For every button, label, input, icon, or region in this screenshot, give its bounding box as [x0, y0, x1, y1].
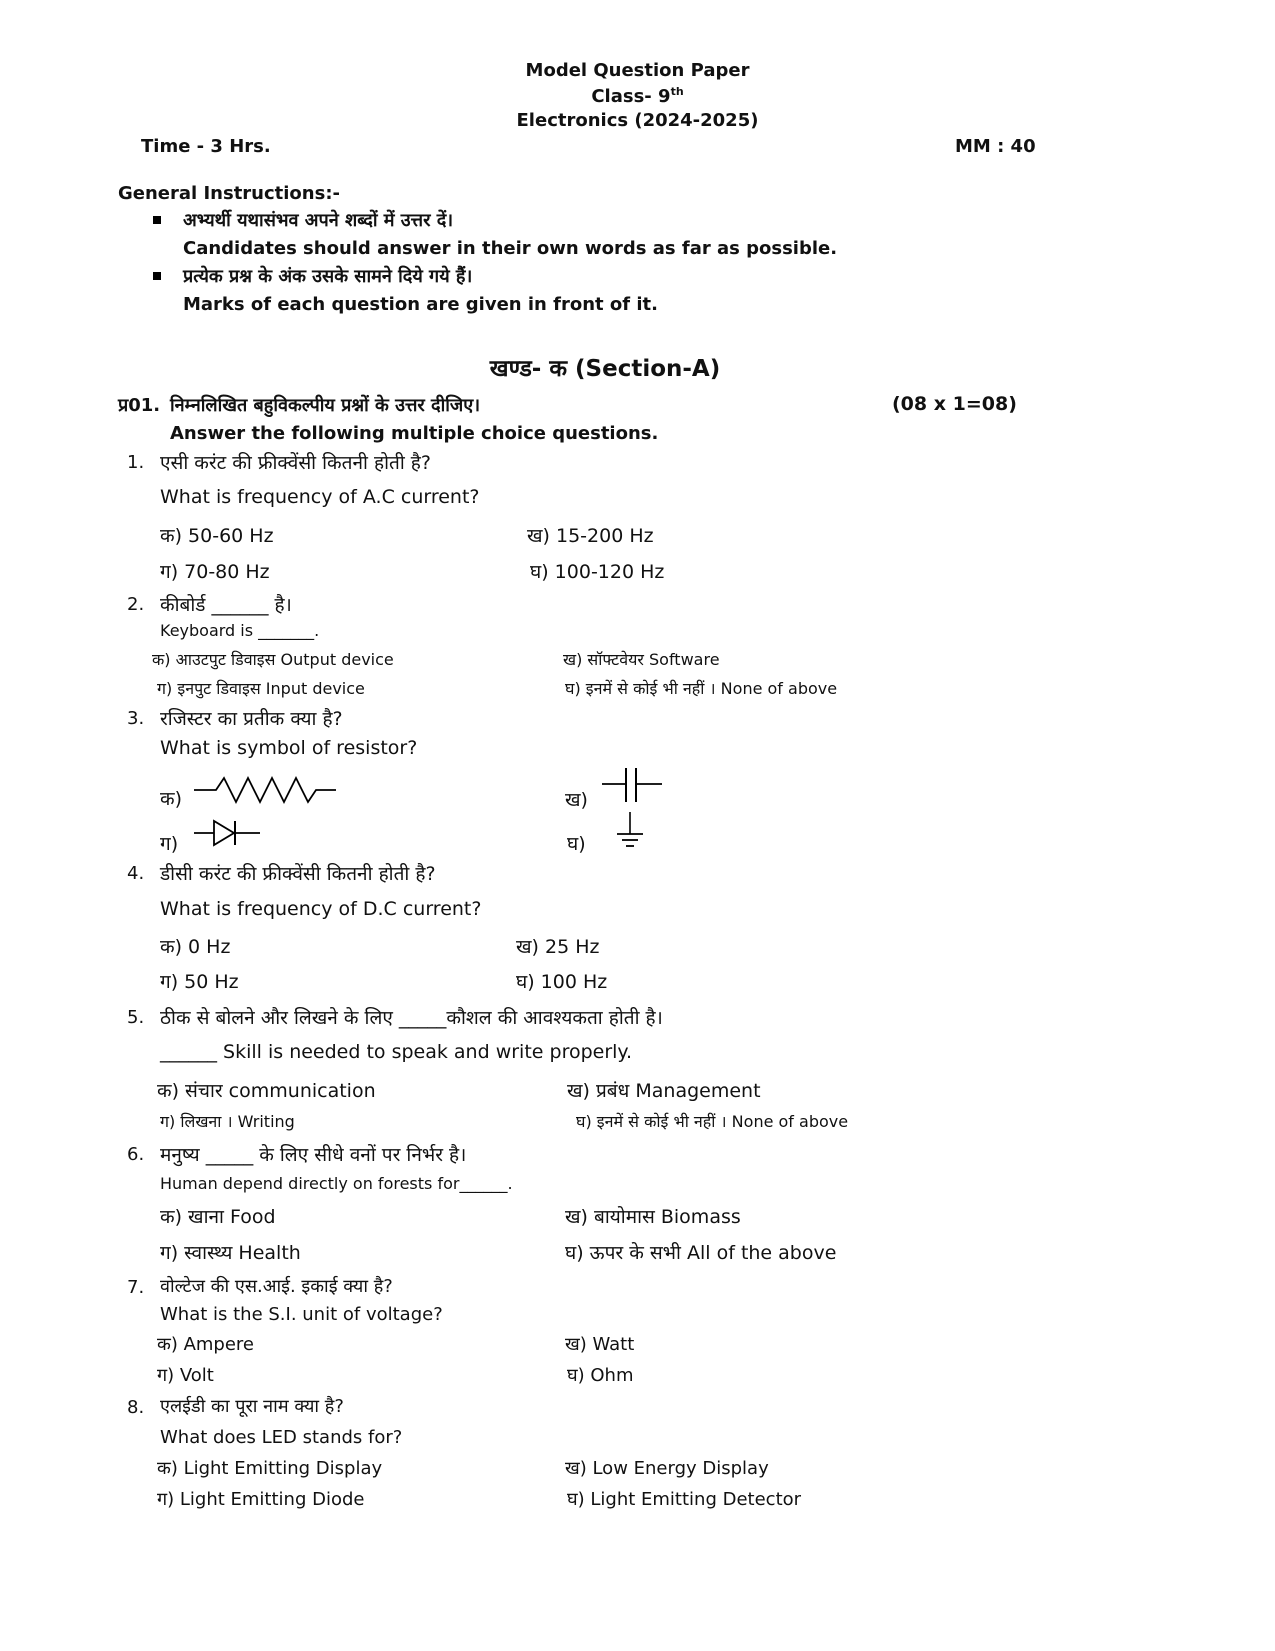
question-number: 4. — [127, 863, 145, 884]
option-d: घ) Light Emitting Detector — [567, 1489, 802, 1510]
option-d: घ) ऊपर के सभी All of the above — [565, 1242, 837, 1264]
option-d: घ) — [567, 833, 586, 855]
diode-symbol-icon — [192, 818, 262, 848]
option-a: क) आउटपुट डिवाइस Output device — [152, 650, 394, 669]
max-marks: MM : 40 — [955, 136, 1036, 157]
option-c: ग) 70-80 Hz — [160, 561, 270, 583]
option-b: ख) — [565, 789, 588, 811]
question-hi: एलईडी का पूरा नाम क्या है? — [160, 1396, 344, 1417]
instructions-heading: General Instructions:- — [118, 183, 340, 204]
option-b: ख) बायोमास Biomass — [565, 1206, 741, 1228]
option-b: ख) सॉफ्टवेयर Software — [563, 650, 720, 669]
q1-text-en: Answer the following multiple choice questions. — [170, 423, 659, 444]
class-label — [0, 85, 1275, 107]
question-hi: एसी करंट की फ्रीक्वेंसी कितनी होती है? — [160, 452, 431, 474]
option-d: घ) इनमें से कोई भी नहीं । None of above — [565, 679, 838, 698]
q1-number: प्र01. — [118, 395, 161, 416]
bullet-icon — [153, 272, 161, 280]
q1-marks: (08 x 1=08) — [892, 393, 1017, 415]
option-c: ग) Volt — [157, 1365, 214, 1386]
question-en: What is symbol of resistor? — [160, 737, 418, 759]
option-c: ग) Light Emitting Diode — [157, 1489, 365, 1510]
option-c: ग) लिखना । Writing — [160, 1112, 295, 1131]
option-d: घ) 100 Hz — [516, 971, 608, 993]
option-b: ख) Watt — [565, 1334, 635, 1355]
section-title: खण्ड- क (Section-A) — [489, 356, 721, 382]
q1-text-hi: निम्नलिखित बहुविकल्पीय प्रश्नों के उत्तर दीजिए। — [170, 395, 481, 416]
option-b: ख) 15-200 Hz — [527, 525, 654, 547]
question-number: 5. — [127, 1007, 145, 1028]
question-en: What is the S.I. unit of voltage? — [160, 1304, 443, 1325]
option-c: ग) — [160, 833, 179, 855]
instruction-2-en: Marks of each question are given in front of it. — [183, 294, 658, 315]
option-a: क) 50-60 Hz — [160, 525, 274, 547]
paper-title: Model Question Paper — [525, 60, 750, 81]
class-superscript: th — [670, 85, 684, 98]
question-hi: डीसी करंट की फ्रीक्वेंसी कितनी होती है? — [160, 863, 436, 885]
instruction-2-hi: प्रत्येक प्रश्न के अंक उसके सामने दिये गये हैं। — [183, 266, 473, 287]
option-a: क) — [160, 788, 183, 810]
time-label: Time - 3 Hrs. — [141, 136, 271, 157]
question-number: 2. — [127, 594, 145, 615]
option-d: घ) इनमें से कोई भी नहीं । None of above — [576, 1112, 849, 1131]
option-d: घ) Ohm — [567, 1365, 634, 1386]
option-a: क) 0 Hz — [160, 936, 231, 958]
question-hi: रजिस्टर का प्रतीक क्या है? — [160, 708, 343, 730]
question-en: What is frequency of A.C current? — [160, 486, 480, 508]
question-en: Human depend directly on forests for______. — [160, 1174, 513, 1193]
question-number: 8. — [127, 1397, 145, 1418]
question-number: 3. — [127, 708, 145, 729]
question-en: What is frequency of D.C current? — [160, 898, 482, 920]
option-b: ख) Low Energy Display — [565, 1458, 769, 1479]
option-a: क) Light Emitting Display — [157, 1458, 383, 1479]
option-a: क) खाना Food — [160, 1206, 276, 1228]
bullet-icon — [153, 216, 161, 224]
option-a: क) संचार communication — [157, 1080, 376, 1102]
option-c: ग) 50 Hz — [160, 971, 239, 993]
question-number: 6. — [127, 1144, 145, 1165]
question-hi: ठीक से बोलने और लिखने के लिए _____कौशल की आवश्यकता होती है। — [160, 1007, 663, 1029]
resistor-symbol-icon — [192, 774, 338, 806]
option-d: घ) 100-120 Hz — [530, 561, 665, 583]
option-a: क) Ampere — [157, 1334, 254, 1355]
question-en: What does LED stands for? — [160, 1427, 403, 1448]
instruction-1-hi: अभ्यर्थी यथासंभव अपने शब्दों में उत्तर दें। — [183, 210, 454, 231]
question-hi: कीबोर्ड ______ है। — [160, 594, 292, 616]
subject-title: Electronics (2024-2025) — [516, 110, 759, 131]
question-hi: मनुष्य _____ के लिए सीधे वनों पर निर्भर है। — [160, 1144, 467, 1166]
class-text: Class- 9 — [591, 86, 671, 107]
question-number: 7. — [127, 1277, 145, 1298]
capacitor-symbol-icon — [600, 766, 664, 804]
question-en: ______ Skill is needed to speak and write properly. — [160, 1041, 633, 1063]
question-number: 1. — [127, 452, 145, 473]
option-c: ग) इनपुट डिवाइस Input device — [157, 679, 365, 698]
option-b: ख) 25 Hz — [516, 936, 600, 958]
question-hi: वोल्टेज की एस.आई. इकाई क्या है? — [160, 1276, 393, 1297]
option-c: ग) स्वास्थ्य Health — [160, 1242, 301, 1264]
option-b: ख) प्रबंध Management — [567, 1080, 761, 1102]
instruction-1-en: Candidates should answer in their own words as far as possible. — [183, 238, 838, 259]
ground-symbol-icon — [614, 812, 646, 852]
question-en: Keyboard is _______. — [160, 621, 320, 640]
